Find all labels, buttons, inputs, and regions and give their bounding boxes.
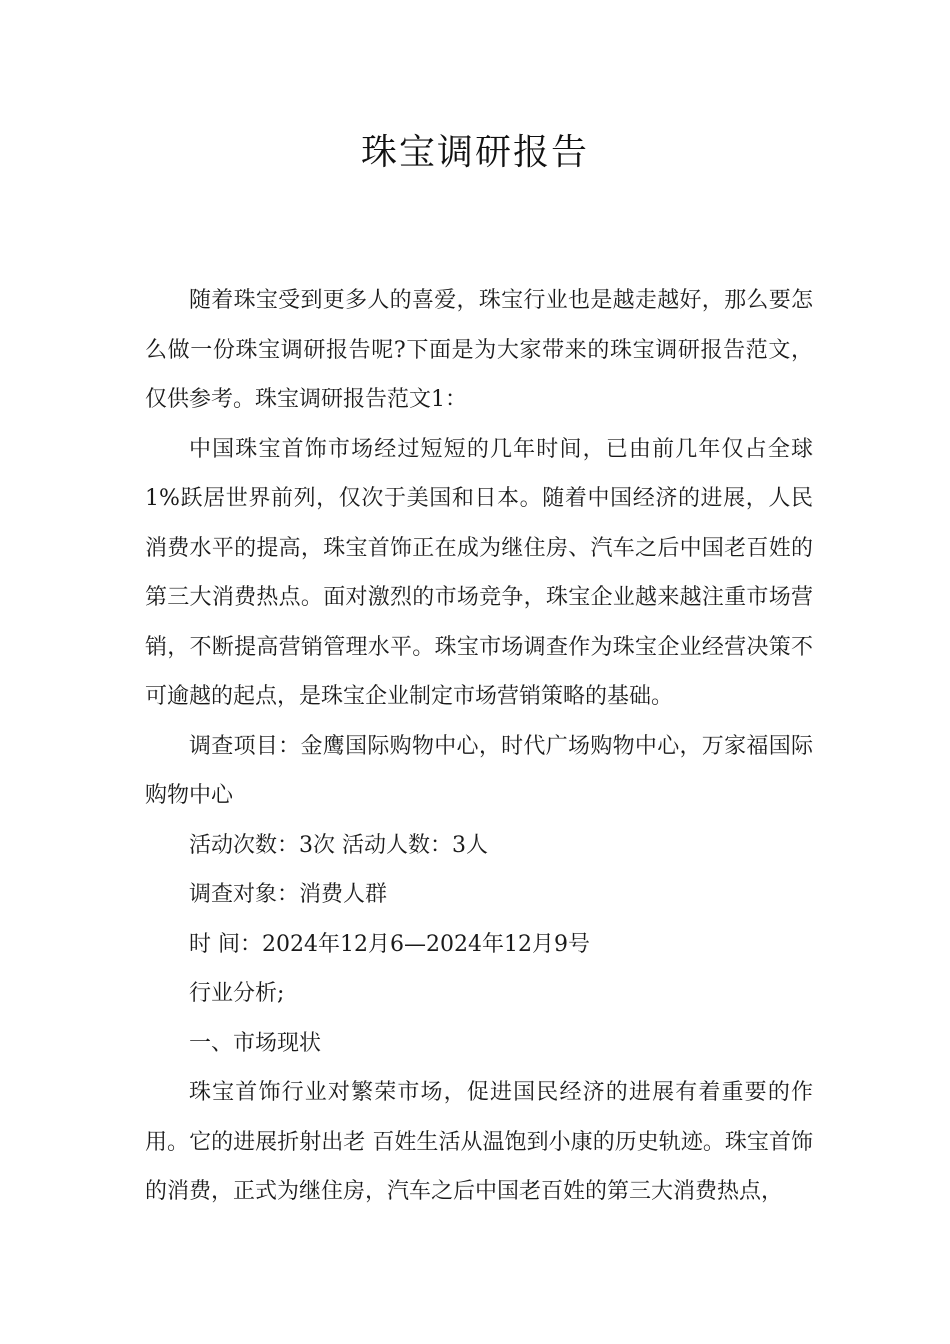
survey-target-line: 调查对象：消费人群 xyxy=(189,882,388,907)
market-status-heading: 一、市场现状 xyxy=(189,1030,322,1056)
intro-paragraph: 随着珠宝受到更多人的喜爱，珠宝行业也是越走越好，那么要怎么做一份珠宝调研报告呢?下面是为大家带来的珠宝调研报告范文，仅供参考。珠宝调研报告范文1： xyxy=(145,288,813,412)
survey-locations-paragraph: 调查项目：金鹰国际购物中心，时代广场购物中心，万家福国际购物中心 xyxy=(145,733,813,808)
industry-analysis-heading: 行业分析; xyxy=(189,981,285,1006)
document-title: 珠宝调研报告 xyxy=(360,132,589,173)
document-body xyxy=(145,276,813,1217)
market-overview-paragraph: 中国珠宝首饰市场经过短短的几年时间，已由前几年仅占全球1%跃居世界前列，仅次于美国和日本。随着中国经济的进展，人民消费水平的提高，珠宝首饰正在成为继住房、汽车之后中国老百姓的第三大消费热点。面对激烈的市场竞争，珠宝企业越来越注重市场营销，不断提高营销管理水平。珠宝市场调查作为珠宝企业经营决策不可逾越的起点，是珠宝企业制定市场营销策略的基础。 xyxy=(145,436,813,709)
activity-count-line: 活动次数：3次 活动人数：3人 xyxy=(189,832,488,858)
survey-time-line: 时 间：2024年12月6—2024年12月9号 xyxy=(189,931,590,957)
market-status-paragraph: 珠宝首饰行业对繁荣市场，促进国民经济的进展有着重要的作用。它的进展折射出老 百姓生活从温饱到小康的历史轨迹。珠宝首饰的消费，正式为继住房，汽车之后中国老百姓的第三大消费热点， xyxy=(145,1080,813,1204)
